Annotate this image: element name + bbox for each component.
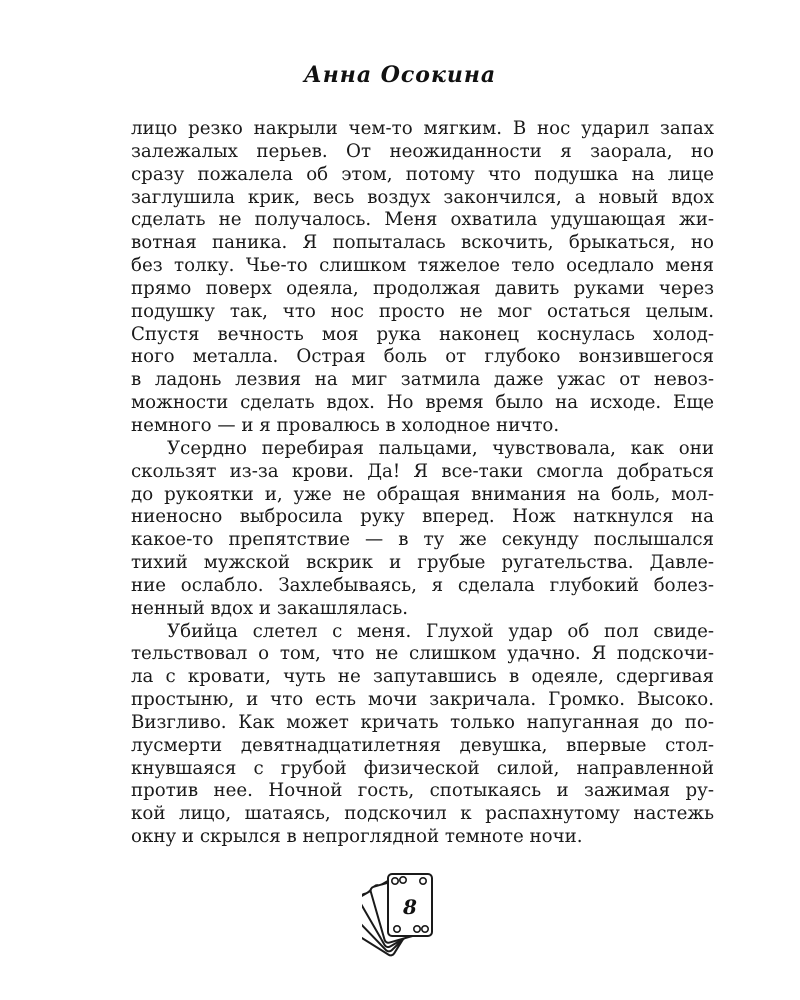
- running-head-author: Анна Осокина: [303, 62, 497, 88]
- card-pip-top-left: [392, 878, 398, 884]
- fanned-cards-icon: [362, 868, 448, 960]
- text-line: заглушила крик, весь воздух закончился, а новый вдох: [131, 186, 714, 208]
- text-line: Усердно перебирая пальцами, чувствовала, как они: [167, 437, 714, 459]
- text-line: простыню, и что есть мочи закричала. Громко. Высоко.: [131, 689, 714, 711]
- paragraph-3: [131, 621, 714, 849]
- text-line: кнувшаяся с грубой физической силой, направленной: [131, 757, 714, 779]
- text-line: скользят из-за крови. Да! Я все-таки смогла добраться: [131, 460, 714, 482]
- card-pip-bottom-left: [394, 926, 400, 932]
- card-pip-bottom-right: [422, 926, 428, 932]
- text-line: сделать не получалось. Меня охватила удушающая жи-: [131, 209, 714, 231]
- text-line: ние ослабло. Захлебываясь, я сделала глубокий болез-: [131, 574, 714, 596]
- card-pip-top-mid: [400, 877, 406, 883]
- text-line: до рукоятки и, уже не обращая внимания на боль, мол-: [131, 483, 714, 505]
- text-line: лицо резко накрыли чем-то мягким. В нос ударил запах: [131, 118, 714, 139]
- text-line: кой лицо, шатаясь, подскочил к распахнутому настежь: [131, 803, 714, 825]
- paragraph-1: [131, 118, 714, 438]
- text-line: без толку. Чье-то слишком тяжелое тело оседлало меня: [131, 255, 714, 277]
- text-line: ненный вдох и закашлялась.: [131, 597, 409, 619]
- text-line: подушку так, что нос просто не мог остаться целым.: [131, 300, 714, 322]
- body-text: [131, 118, 714, 849]
- text-line: вотная паника. Я попыталась вскочить, брыкаться, но: [131, 232, 714, 254]
- text-line: какое-то препятствие — в ту же секунду послышался: [131, 529, 714, 551]
- page-number-ornament: [362, 868, 448, 960]
- card-pip-bottom-mid: [414, 926, 420, 932]
- text-line: можности сделать вдох. Но время было на исходе. Еще: [131, 392, 714, 414]
- text-line: залежалых перьев. От неожиданности я заорала, но: [131, 140, 714, 162]
- paragraph-2: [131, 438, 714, 621]
- page-number: 8: [403, 895, 417, 919]
- text-line: Убийца слетел с меня. Глухой удар об пол свиде-: [167, 620, 714, 642]
- card-pip-top-right: [420, 878, 426, 884]
- text-line: Визгливо. Как может кричать только напуганная до по-: [131, 711, 714, 733]
- text-line: ного металла. Острая боль от глубоко вонзившегося: [131, 346, 714, 368]
- text-line: в ладонь лезвия на миг затмила даже ужас от невоз-: [131, 369, 714, 391]
- text-line: ла с кровати, чуть не запутавшись в одеяле, сдергивая: [131, 666, 714, 688]
- text-line: ниеносно выбросила руку вперед. Нож наткнулся на: [131, 506, 714, 528]
- text-line: сразу пожалела об этом, потому что подушка на лице: [131, 163, 714, 185]
- text-line: Спустя вечность моя рука наконец коснулась холод-: [131, 323, 714, 345]
- text-line: окну и скрылся в непроглядной темноте ночи.: [131, 826, 583, 848]
- text-line: тельствовал о том, что не слишком удачно. Я подскочи-: [131, 643, 714, 665]
- text-line: против нее. Ночной гость, спотыкаясь и зажимая ру-: [131, 780, 714, 802]
- text-line: лусмерти девятнадцатилетняя девушка, впервые стол-: [131, 734, 714, 756]
- text-line: немного — и я провалюсь в холодное ничто.: [131, 414, 560, 436]
- text-line: прямо поверх одеяла, продолжая давить руками через: [131, 277, 714, 299]
- text-line: тихий мужской вскрик и грубые ругательства. Давле-: [131, 552, 714, 574]
